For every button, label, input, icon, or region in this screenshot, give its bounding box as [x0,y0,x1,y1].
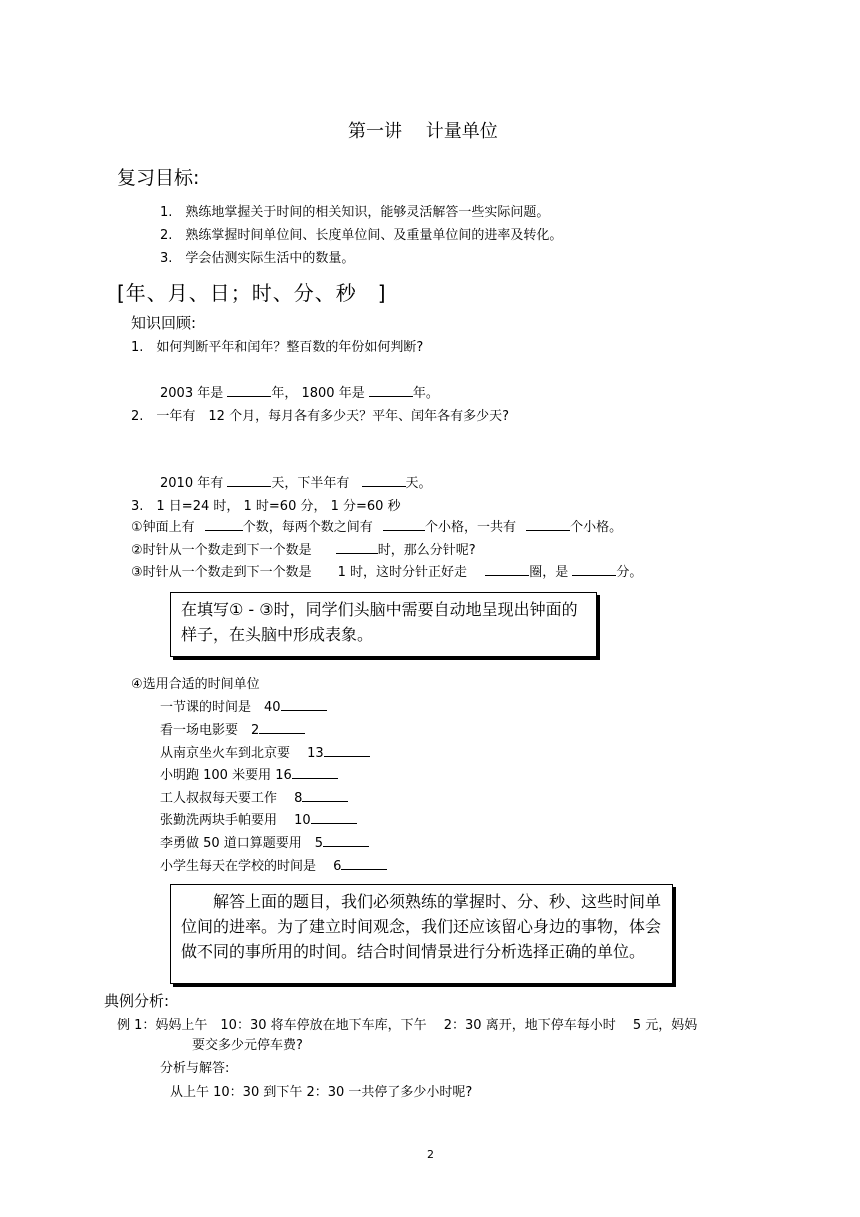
blank [324,756,370,757]
clock-question-2 [131,539,476,558]
section-heading: [年、月、日；时、分、秒 ] [117,281,387,305]
blank [369,396,413,397]
item-text: 从南京坐火车到北京要 13 [160,746,324,761]
blank [383,530,425,531]
summary-box: 解答上面的题目，我们必须熟练的掌握时、分、秒、这些时间单位间的进率。为了建立时间观念，我们还应该留心身边的事物，体会做不同的事所用的时间。结合时间情景进行分析选择正确的单位。 [170,884,673,984]
blank [362,486,406,487]
time-unit-heading: ④选用合适的时间单位 [131,677,260,692]
blank [323,846,369,847]
time-unit-item [160,719,305,738]
analysis-heading: 分析与解答: [160,1061,230,1076]
time-unit-item [160,696,327,715]
fill-text: 天，下半年有 [271,476,350,491]
blank [572,575,616,576]
fill-text: ①钟面上有 [131,520,195,535]
question-1-fill [160,382,439,401]
blank [227,396,271,397]
time-unit-item [160,764,338,783]
goal-item: 3. 学会估测实际生活中的数量。 [160,251,355,266]
question-2: 2. 一年有 12 个月，每月各有多少天？平年、闰年各有多少天? [131,409,509,424]
time-unit-item [160,787,348,806]
blank [526,530,570,531]
question-2-fill [160,472,432,491]
time-unit-item [160,809,357,828]
blank [341,869,387,870]
fill-text: 2010 年有 [160,476,224,491]
fill-text: 年。 [412,386,439,401]
goal-item: 1. 熟练地掌握关于时间的相关知识，能够灵活解答一些实际问题。 [160,205,550,220]
tip-box: 在填写① - ③时，同学们头脑中需要自动地呈现出钟面的样子，在头脑中形成表象。 [170,592,597,657]
blank [336,553,378,554]
time-unit-item [160,832,369,851]
item-text: 小明跑 100 米要用 16 [160,768,292,783]
page-number: 2 [427,1148,434,1161]
blank [292,778,338,779]
item-text: 小学生每天在学校的时间是 6 [160,859,342,874]
item-text: 张勤洗两块手帕要用 10 [160,813,311,828]
analysis-text: 从上午 10：30 到下午 2：30 一共停了多少小时呢? [170,1085,473,1100]
clock-question-3 [131,561,642,580]
clock-question-1 [131,516,622,535]
question-1: 1. 如何判断平年和闰年？整百数的年份如何判断? [131,340,424,355]
fill-text: 圈，是 [529,565,569,580]
item-text: 工人叔叔每天要工作 8 [160,791,303,806]
time-unit-item [160,855,387,874]
fill-text: 个数，每两个数之间有 [242,520,373,535]
fill-text: ③时针从一个数走到下一个数是 1 时，这时分针正好走 [131,565,468,580]
review-heading: 知识回顾: [131,314,197,332]
question-3: 3. 1 日=24 时， 1 时=60 分， 1 分=60 秒 [131,499,401,514]
page-title: 第一讲 计量单位 [348,121,498,142]
fill-text: 个小格。 [570,520,623,535]
example-1-text-cont: 要交多少元停车费? [192,1038,303,1053]
time-unit-item [160,742,370,761]
fill-text: 天。 [405,476,432,491]
goal-item: 2. 熟练掌握时间单位间、长度单位间、及重量单位间的进率及转化。 [160,228,563,243]
item-text: 李勇做 50 道口算题要用 5 [160,836,324,851]
fill-text: 2003 年是 [160,386,224,401]
goals-heading: 复习目标: [117,167,200,189]
fill-text: 时，那么分针呢? [377,543,476,558]
blank [311,823,357,824]
blank [227,486,271,487]
blank [485,575,529,576]
blank [259,733,305,734]
blank [302,801,348,802]
item-text: 一节课的时间是 40 [160,700,281,715]
blank [281,710,327,711]
fill-text: 年， 1800 年是 [271,386,365,401]
blank [205,530,243,531]
fill-text: ②时针从一个数走到下一个数是 [131,543,312,558]
fill-text: 个小格，一共有 [424,520,516,535]
item-text: 看一场电影要 2 [160,723,260,738]
fill-text: 分。 [616,565,643,580]
example-1-text: 例 1：妈妈上午 10：30 将车停放在地下车库，下午 2：30 离开，地下停车每小时 5 元，妈妈 [117,1018,698,1033]
example-heading: 典例分析: [104,992,170,1010]
